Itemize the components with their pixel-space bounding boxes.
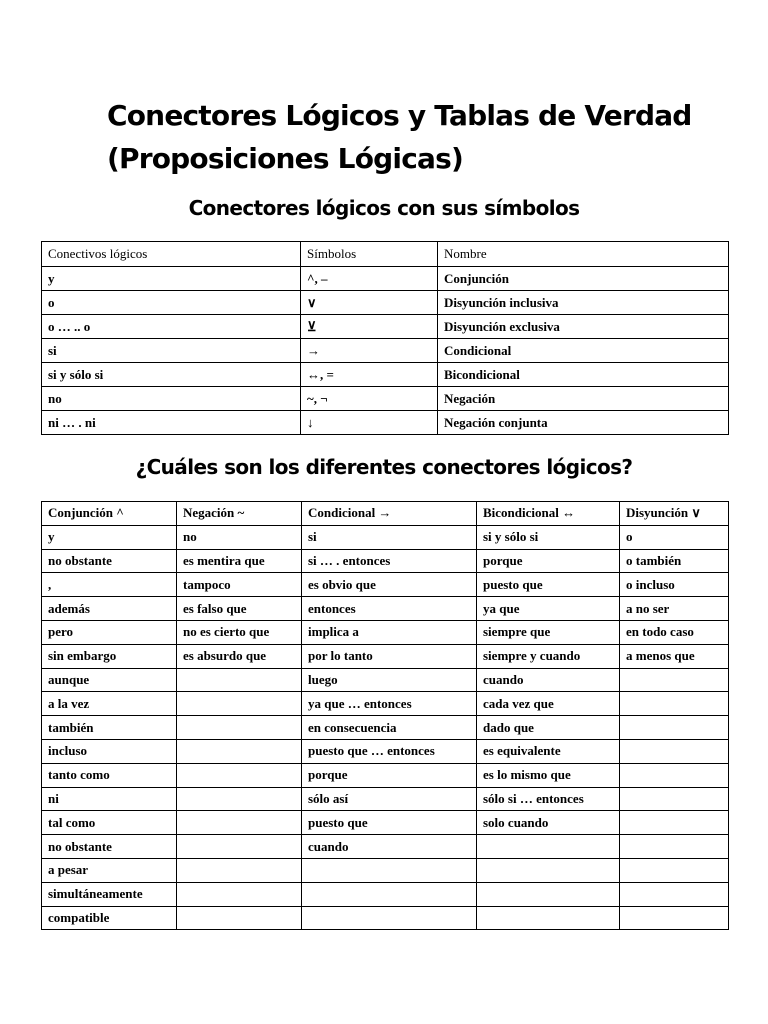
table-cell [620,739,729,763]
table-cell [302,882,477,906]
table-cell [177,692,302,716]
table-cell [477,882,620,906]
table-cell: es obvio que [302,573,477,597]
table-cell: a menos que [620,644,729,668]
table-cell [620,716,729,740]
table-cell [177,858,302,882]
section-heading-connectors: ¿Cuáles son los diferentes conectores lógicos? [135,455,633,479]
table-row [42,763,729,787]
table-cell: Disyunción exclusiva [438,315,729,339]
table-cell: , [42,573,177,597]
table-cell: tampoco [177,573,302,597]
table-cell: es falso que [177,597,302,621]
table-cell: compatible [42,906,177,930]
table-cell: dado que [477,716,620,740]
table-cell: Bicondicional [438,363,729,387]
table-row [42,739,729,763]
table-row [42,858,729,882]
table-cell: es equivalente [477,739,620,763]
table-cell: → [301,339,438,363]
table-row [42,525,729,549]
table-cell: a pesar [42,858,177,882]
table-cell: Conjunción [438,267,729,291]
table-cell: ya que [477,597,620,621]
table-cell: además [42,597,177,621]
table-cell: tal como [42,811,177,835]
connectors-table [41,501,729,930]
table-cell [620,835,729,859]
table-cell: ↔, = [301,363,438,387]
table-cell: solo cuando [477,811,620,835]
table-row [42,787,729,811]
table-cell: porque [302,763,477,787]
table-cell: ∨ [301,291,438,315]
table-cell: es absurdo que [177,644,302,668]
table-cell: Negación conjunta [438,411,729,435]
table-cell: o [42,291,301,315]
table-cell: es mentira que [177,549,302,573]
table-cell: si y sólo si [477,525,620,549]
table-cell: no [177,525,302,549]
table-cell: puesto que [302,811,477,835]
table-cell: ya que … entonces [302,692,477,716]
table-cell: ↓ [301,411,438,435]
table-cell: implica a [302,620,477,644]
table-cell [477,906,620,930]
table-cell: ⊻ [301,315,438,339]
table-cell [302,906,477,930]
table-row [42,291,729,315]
table-cell: ~, ¬ [301,387,438,411]
table-cell: tanto como [42,763,177,787]
table-cell: cada vez que [477,692,620,716]
table-cell: sólo así [302,787,477,811]
page-title [107,94,727,180]
table-cell [620,858,729,882]
table-cell: puesto que … entonces [302,739,477,763]
symbols-table [41,241,729,435]
table-row [42,267,729,291]
table-cell [477,835,620,859]
table-cell: en consecuencia [302,716,477,740]
table-row [42,339,729,363]
table-row [42,387,729,411]
table-cell: porque [477,549,620,573]
table-row [42,716,729,740]
table-cell: no [42,387,301,411]
column-header: Nombre [438,242,729,267]
table-cell [620,692,729,716]
column-header: Conectivos lógicos [42,242,301,267]
column-header: Condicional → [302,502,477,526]
table-cell: Negación [438,387,729,411]
table-row [42,811,729,835]
column-header: Negación ~ [177,502,302,526]
table-cell: ^, – [301,267,438,291]
table-cell: no es cierto que [177,620,302,644]
table-cell: siempre y cuando [477,644,620,668]
table-cell: no obstante [42,835,177,859]
table-cell [177,716,302,740]
table-cell [620,906,729,930]
table-cell: a la vez [42,692,177,716]
table-row [42,597,729,621]
table-cell: y [42,267,301,291]
table-cell: simultáneamente [42,882,177,906]
page-title-line2: (Proposiciones Lógicas) [107,142,463,175]
table-cell: en todo caso [620,620,729,644]
table-cell: luego [302,668,477,692]
table-cell: siempre que [477,620,620,644]
table-cell: incluso [42,739,177,763]
table-cell [177,811,302,835]
table-cell [177,668,302,692]
table-cell: Condicional [438,339,729,363]
page-title-line1: Conectores Lógicos y Tablas de Verdad [107,99,692,132]
table-cell [177,787,302,811]
table-cell: si [42,339,301,363]
table-cell: o incluso [620,573,729,597]
table-row [42,315,729,339]
table-header-row [42,242,729,267]
table-cell: si … . entonces [302,549,477,573]
table-cell: puesto que [477,573,620,597]
table-cell [177,882,302,906]
table-cell: ni … . ni [42,411,301,435]
table-header-row [42,502,729,526]
table-cell: si [302,525,477,549]
table-cell: o … .. o [42,315,301,339]
table-cell: y [42,525,177,549]
table-cell [177,906,302,930]
table-cell [302,858,477,882]
table-row [42,363,729,387]
column-header: Símbolos [301,242,438,267]
table-cell [620,668,729,692]
table-cell: entonces [302,597,477,621]
table-cell: Disyunción inclusiva [438,291,729,315]
table-cell: es lo mismo que [477,763,620,787]
table-cell: o [620,525,729,549]
table-cell: por lo tanto [302,644,477,668]
column-header: Conjunción ^ [42,502,177,526]
table-row [42,668,729,692]
table-cell: si y sólo si [42,363,301,387]
table-row [42,882,729,906]
table-cell: cuando [302,835,477,859]
table-cell [177,835,302,859]
table-cell: sólo si … entonces [477,787,620,811]
table-cell: aunque [42,668,177,692]
table-row [42,692,729,716]
table-cell [620,787,729,811]
table-cell [177,739,302,763]
table-row [42,573,729,597]
table-cell: pero [42,620,177,644]
table-row [42,906,729,930]
table-cell [620,882,729,906]
table-row [42,644,729,668]
table-cell: o también [620,549,729,573]
section-heading-symbols: Conectores lógicos con sus símbolos [188,196,580,220]
table-cell [620,763,729,787]
table-cell: ni [42,787,177,811]
table-cell: a no ser [620,597,729,621]
table-row [42,549,729,573]
table-cell: también [42,716,177,740]
column-header: Disyunción ∨ [620,502,729,526]
table-cell [177,763,302,787]
column-header: Bicondicional ↔ [477,502,620,526]
table-cell: sin embargo [42,644,177,668]
table-cell [620,811,729,835]
table-cell: cuando [477,668,620,692]
table-cell: no obstante [42,549,177,573]
table-row [42,835,729,859]
table-row [42,620,729,644]
table-row [42,411,729,435]
table-cell [477,858,620,882]
